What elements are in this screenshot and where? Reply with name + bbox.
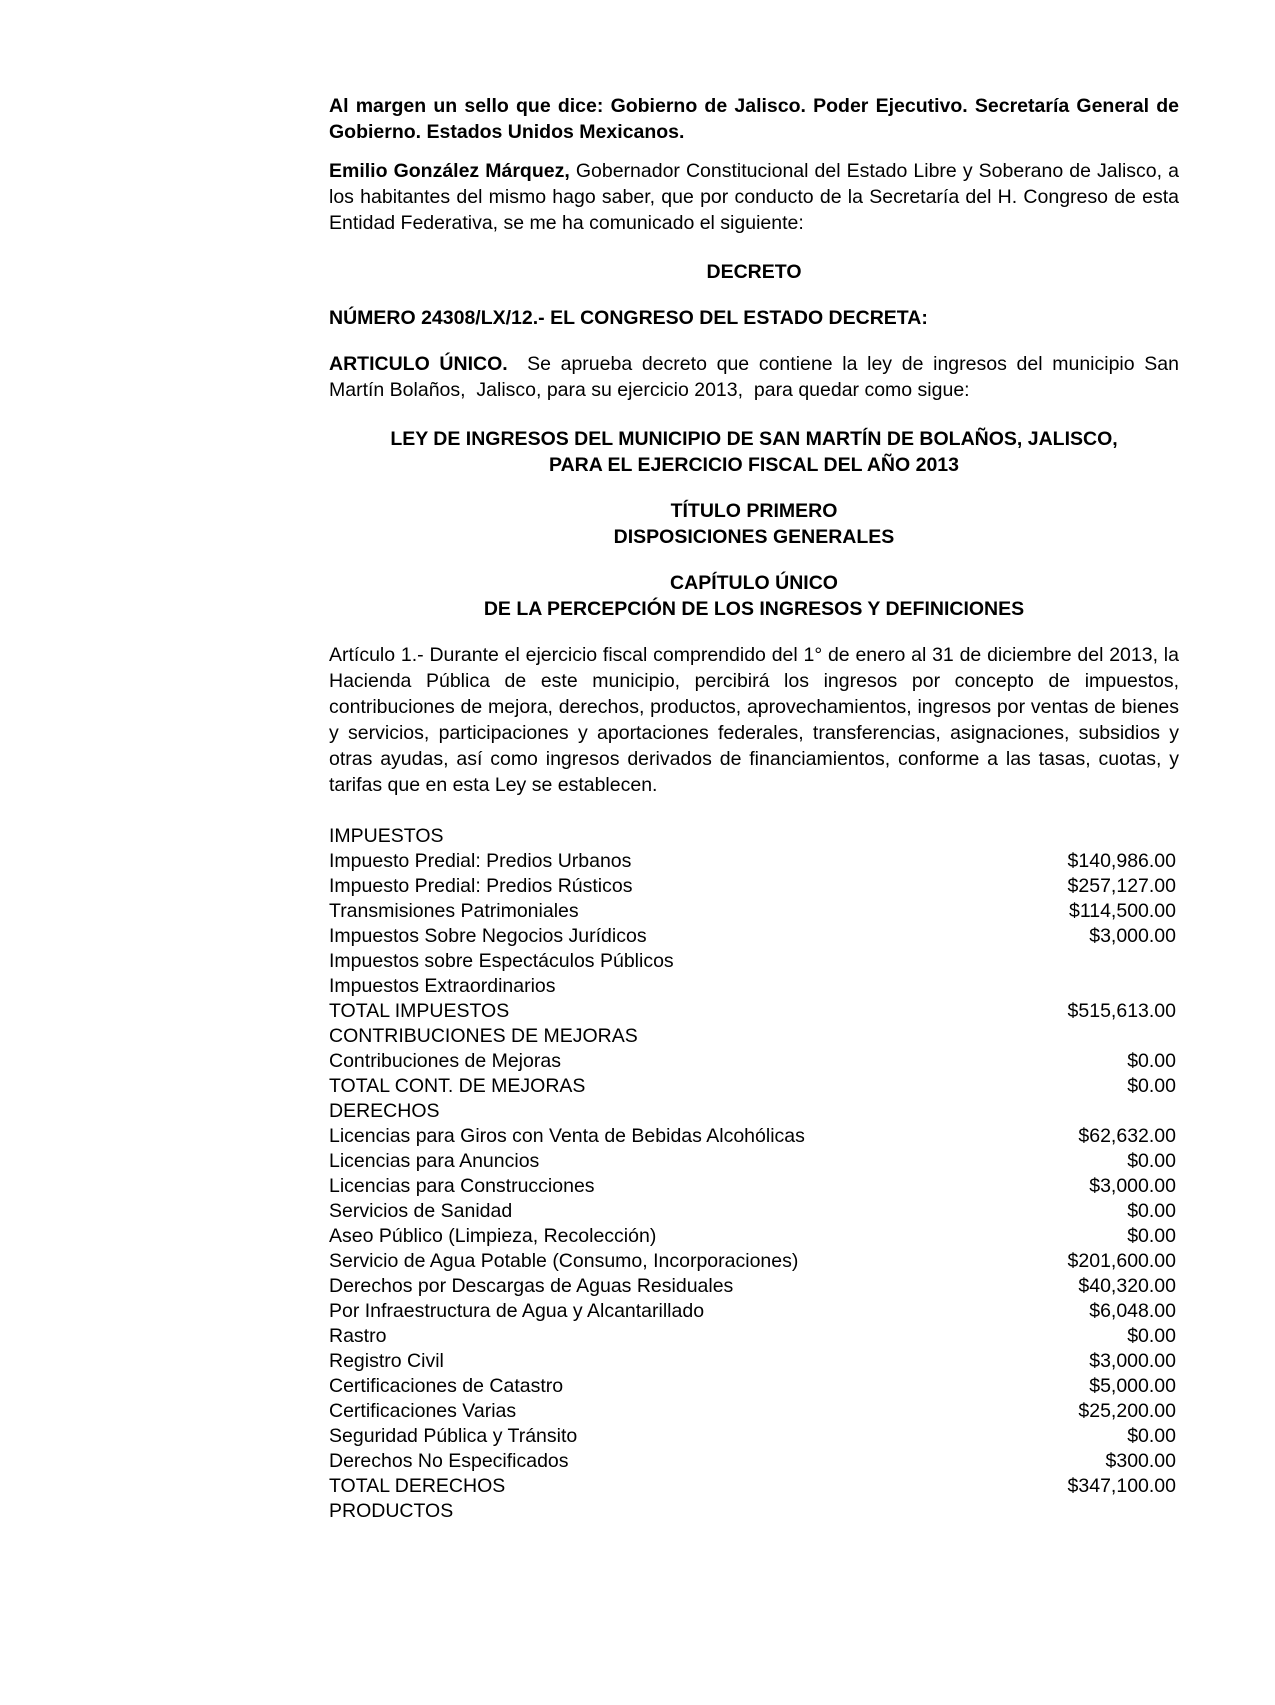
- income-row-label: Registro Civil: [329, 1350, 444, 1372]
- income-row-amount: $347,100.00: [1067, 1475, 1176, 1497]
- income-row-amount: [1036, 1099, 1179, 1124]
- law-title-line-1: LEY DE INGRESOS DEL MUNICIPIO DE SAN MARTÍN DE BOLAÑOS, JALISCO,: [390, 428, 1118, 450]
- income-row: [329, 899, 1179, 924]
- income-row: [329, 1149, 1179, 1174]
- income-row-amount: $0.00: [1127, 1200, 1176, 1222]
- income-row: [329, 1299, 1179, 1324]
- law-title-line-2: PARA EL EJERCICIO FISCAL DEL AÑO 2013: [549, 454, 959, 476]
- income-row-amount: $62,632.00: [1078, 1125, 1176, 1147]
- income-row: [329, 1174, 1179, 1199]
- article-unique: [329, 351, 1185, 403]
- income-row-label: Transmisiones Patrimoniales: [329, 900, 579, 922]
- income-row: [329, 924, 1179, 949]
- income-row-label: Aseo Público (Limpieza, Recolección): [329, 1225, 657, 1247]
- income-row: [329, 1499, 1179, 1524]
- decree-title: DECRETO: [706, 261, 802, 283]
- income-row-amount: [1036, 824, 1179, 849]
- income-row-amount: $0.00: [1127, 1075, 1176, 1097]
- income-row: [329, 1374, 1179, 1399]
- income-row: [329, 1049, 1179, 1074]
- income-row-label: Servicio de Agua Potable (Consumo, Incorporaciones): [329, 1250, 799, 1272]
- income-row: [329, 1349, 1179, 1374]
- header-seal: Al margen un sello que dice: Gobierno de Jalisco. Poder Ejecutivo. Secretaría General de Gobierno. Estados Unidos Mexicanos.: [329, 95, 1179, 143]
- chapter-line-2: DE LA PERCEPCIÓN DE LOS INGRESOS Y DEFINICIONES: [483, 598, 1025, 620]
- income-row-amount: $140,986.00: [1067, 850, 1176, 872]
- income-row: [329, 1399, 1179, 1424]
- income-row-amount: $3,000.00: [1089, 1175, 1176, 1197]
- income-row-amount: $515,613.00: [1067, 1000, 1176, 1022]
- income-row-amount: $3,000.00: [1089, 925, 1176, 947]
- income-row-label: Licencias para Giros con Venta de Bebidas Alcohólicas: [329, 1125, 805, 1147]
- income-row: [329, 1024, 1179, 1049]
- income-row-amount: $3,000.00: [1089, 1350, 1176, 1372]
- income-row-label: Servicios de Sanidad: [329, 1200, 513, 1222]
- income-row: [329, 1249, 1179, 1274]
- income-row-label: Impuestos Sobre Negocios Jurídicos: [329, 925, 647, 947]
- article-unique-text: Se aprueba decreto que contiene la ley de ingresos del municipio San Martín Bolaños, Jalisco, para su ejercicio 2013, para quedar como sigue:: [329, 353, 1185, 401]
- income-row: [329, 999, 1179, 1024]
- income-row-label: Derechos por Descargas de Aguas Residuales: [329, 1275, 734, 1297]
- income-row-amount: $300.00: [1105, 1450, 1176, 1472]
- income-row-label: Por Infraestructura de Agua y Alcantarillado: [329, 1300, 705, 1322]
- chapter-line-1: CAPÍTULO ÚNICO: [670, 572, 838, 594]
- income-row-label: Certificaciones de Catastro: [329, 1375, 564, 1397]
- income-row-amount: [1036, 1024, 1179, 1049]
- income-row-amount: $40,320.00: [1078, 1275, 1176, 1297]
- income-row-amount: $0.00: [1127, 1150, 1176, 1172]
- income-row-label: Impuestos sobre Espectáculos Públicos: [329, 950, 674, 972]
- income-row-label: TOTAL CONT. DE MEJORAS: [329, 1075, 586, 1097]
- income-row-amount: [1036, 1499, 1179, 1524]
- intro-text: Gobernador Constitucional del Estado Libre y Soberano de Jalisco, a los habitantes del mismo hago saber, que por conducto de la Secretaría del H. Congreso de esta Entidad Federativa, se me ha comunicado el siguiente:: [329, 160, 1179, 234]
- income-row: [329, 949, 1179, 974]
- income-row: [329, 1124, 1179, 1149]
- governor-name: Emilio González Márquez,: [329, 160, 570, 182]
- income-row-amount: $0.00: [1127, 1325, 1176, 1347]
- income-row-label: Derechos No Especificados: [329, 1450, 569, 1472]
- income-row: [329, 1199, 1179, 1224]
- income-row: [329, 1099, 1179, 1124]
- title-line-2: DISPOSICIONES GENERALES: [613, 526, 895, 548]
- income-row: [329, 1424, 1179, 1449]
- income-row: [329, 1224, 1179, 1249]
- income-row-label: Impuestos Extraordinarios: [329, 975, 556, 997]
- income-row-label: Licencias para Construcciones: [329, 1175, 595, 1197]
- income-row-label: PRODUCTOS: [329, 1500, 454, 1522]
- title-line-1: TÍTULO PRIMERO: [670, 500, 838, 522]
- income-row: [329, 874, 1179, 899]
- income-row-amount: [1036, 949, 1179, 974]
- income-row-label: TOTAL IMPUESTOS: [329, 1000, 510, 1022]
- income-row-amount: $25,200.00: [1078, 1400, 1176, 1422]
- income-row-label: Rastro: [329, 1325, 387, 1347]
- income-row-amount: $201,600.00: [1067, 1250, 1176, 1272]
- income-row-label: CONTRIBUCIONES DE MEJORAS: [329, 1025, 638, 1047]
- income-row-label: Licencias para Anuncios: [329, 1150, 540, 1172]
- income-row-label: Certificaciones Varias: [329, 1400, 517, 1422]
- income-row-label: IMPUESTOS: [329, 825, 444, 847]
- income-row: [329, 1324, 1179, 1349]
- income-row-amount: $0.00: [1127, 1425, 1176, 1447]
- income-row: [329, 824, 1179, 849]
- income-row: [329, 1274, 1179, 1299]
- income-row-amount: $0.00: [1127, 1050, 1176, 1072]
- income-row: [329, 974, 1179, 999]
- income-row-amount: $6,048.00: [1089, 1300, 1176, 1322]
- income-row-amount: $5,000.00: [1089, 1375, 1176, 1397]
- income-row-label: Impuesto Predial: Predios Rústicos: [329, 875, 633, 897]
- document-body: [329, 93, 1185, 1524]
- income-row-amount: [1036, 974, 1179, 999]
- income-table: [329, 824, 1179, 1524]
- income-row-label: Impuesto Predial: Predios Urbanos: [329, 850, 632, 872]
- income-row-amount: $114,500.00: [1069, 900, 1176, 922]
- income-row-amount: $0.00: [1127, 1225, 1176, 1247]
- income-row: [329, 1449, 1179, 1474]
- income-row-amount: $257,127.00: [1067, 875, 1176, 897]
- income-row: [329, 1074, 1179, 1099]
- income-row-label: TOTAL DERECHOS: [329, 1475, 506, 1497]
- income-row-label: Seguridad Pública y Tránsito: [329, 1425, 578, 1447]
- article-1: Artículo 1.- Durante el ejercicio fiscal comprendido del 1° de enero al 31 de diciembre del 2013, la Hacienda Pública de este municipio, percibirá los ingresos por concepto de impuestos, contribuciones de mejora, derechos, productos, aprovechamientos, ingresos por ventas de bienes y servicios, participaciones y aportaciones federales, transferencias, asignaciones, subsidios y otras ayudas, así como ingresos derivados de financiamientos, conforme a las tasas, cuotas, y tarifas que en esta Ley se establecen.: [329, 644, 1179, 796]
- intro-paragraph: [329, 158, 1179, 236]
- income-row-label: Contribuciones de Mejoras: [329, 1050, 561, 1072]
- income-row: [329, 849, 1179, 874]
- income-row: [329, 1474, 1179, 1499]
- article-unique-label: ARTICULO ÚNICO.: [329, 353, 508, 375]
- income-row-label: DERECHOS: [329, 1100, 440, 1122]
- decree-number: NÚMERO 24308/LX/12.- EL CONGRESO DEL ESTADO DECRETA:: [329, 307, 928, 329]
